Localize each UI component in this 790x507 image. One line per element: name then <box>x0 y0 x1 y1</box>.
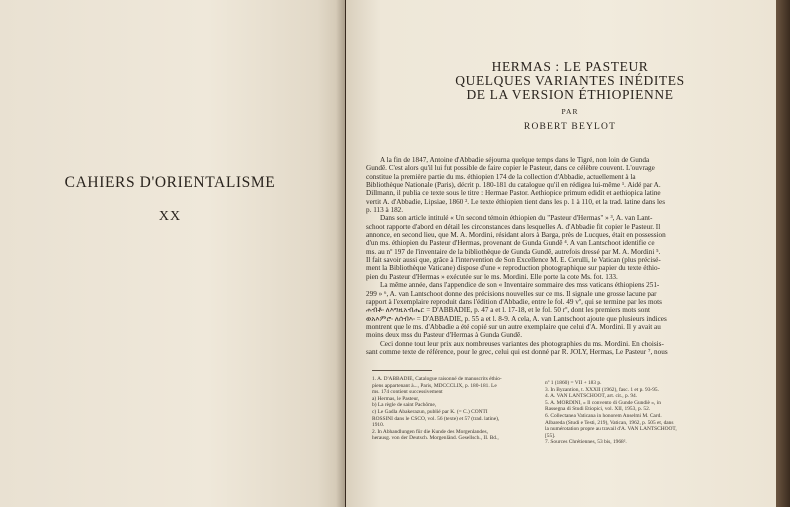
article-title-line-1: HERMAS : LE PASTEUR <box>491 59 649 74</box>
body-line: rapport à l'exemplaire reproduit dans l'édition d'Abbadie, entre le fol. 49 vº, qui se termine par les mots <box>366 297 662 306</box>
footnote-line: 1. A. D'ABBADIE, Catalogue raisonné de manuscrits éthio- <box>372 376 502 382</box>
body-line: annonce, en second lieu, que M. A. Mordini, résidant alors à Barga, près de Lucques, était en possession <box>366 231 666 240</box>
footnote-line: ms. 174 contient successivement <box>372 389 443 396</box>
body-line: d'un ms. éthiopien du Pasteur d'Hermas, provenant de Gunda Gundê ⁴. A van Lantschoot identifie ce <box>366 239 655 248</box>
article-body <box>366 156 726 368</box>
body-line: 299 » ⁶, A. van Lantschoot donne des précisions nouvelles sur ce ms. Il signale une grosse lacune par <box>366 289 657 298</box>
body-line: ወአእምሮ፡ ለሰብእ፡ = D'ABBADIE, p. 55 a et l. 8-9. A cela, A. van Lantschoot ajoute que plusieurs indices <box>366 314 667 323</box>
footnote-line: 1910. <box>372 422 385 429</box>
footnotes-right-column <box>545 380 723 468</box>
page-edge <box>776 0 790 507</box>
footnote-line: 7. Sources Chrétiennes, 53 bis, 1968². <box>545 439 627 446</box>
left-page <box>0 0 345 507</box>
body-line: Gundê. C'est alors qu'il lui fut possible de faire copier le Pasteur, dans ce célèbre couvent. L'ouvrage <box>366 164 655 173</box>
byline-par: PAR <box>561 107 579 116</box>
body-line: Dillmann, il publia ce texte sous le titre : Hermae Pastor. Aethiopice primum edidit et aethiopica latine <box>366 189 661 198</box>
body-line: Bibliothèque Nationale (Paris), décrit p. 180-181 du catalogue qu'il en rédigea lui-même ¹. Aidé par A. <box>366 181 661 190</box>
body-line: Il fait savoir aussi que, grâce à l'intervention de Son Excellence M. E. Cerulli, le Vatican (plus précisé- <box>366 256 661 265</box>
article-title-line-2: QUELQUES VARIANTES INÉDITES <box>455 73 685 88</box>
body-line: constitue la première partie du ms. éthiopien 174 de la collection d'Abbadie, actuellement à la <box>366 172 636 181</box>
footnote-line: 5. A. MORDINI, « Il convento di Gunde Gundiè », in <box>545 399 661 406</box>
footnote-line: la numérotation propre au travail d'A. VAN LANTSCHOOT, <box>545 426 677 433</box>
volume-number: XX <box>158 209 182 224</box>
body-line: montrent que le ms. d'Abbadie a été copié sur un autre exemplaire que celui d'A. Mordini. Il y avait au <box>366 322 661 331</box>
footnote-line: Rassegna di Studi Etiopici, vol. XII, 1953, p. 52. <box>545 406 651 413</box>
footnote-line: 2. In Abhandlungen für die Kunde des Morgenlandes, <box>372 428 488 435</box>
footnote-line: a) Hermas, le Pasteur, <box>372 395 420 402</box>
footnotes-left-column <box>372 376 540 470</box>
author-name: ROBERT BEYLOT <box>523 122 617 132</box>
footnote-line: b) La règle de saint Pachôme, <box>372 402 437 409</box>
body-line: moins deux mss du Pasteur d'Hermas à Gunda Gundê. <box>366 331 523 340</box>
body-line: ሐብቶ፡ ለእግዚአብሔር = D'ABBADIE, p. 47 a et l. 17-18, et le fol. 50 rº, dont les premiers mots sont <box>366 306 650 315</box>
footnote-line: Albareda (Studi e Testi, 219), Vatican, 1962, p. 505 et, dans <box>545 419 674 426</box>
body-line: ms. au nº 197 de l'inventaire de la bibliothèque de Gunda Gundê, autrefois dressé par M. A. Mordini ⁵. <box>366 247 661 256</box>
body-line: pien du Pasteur d'Hermas » exécutée sur le ms. Mordini. Elle porte la cote Ms. fot. 133. <box>366 272 618 281</box>
body-line: p. 113 à 182. <box>366 206 404 215</box>
footnote-line: 6. Collectanea Vaticana in honorem Anselmi M. Card. <box>545 412 662 419</box>
footnote-line: piens appartenant à..., Paris, MDCCCLIX, p. 180-181. Le <box>372 382 497 389</box>
article-title-line-3: DE LA VERSION ÉTHIOPIENNE <box>466 87 674 102</box>
footnote-line: 4. A. VAN LANTSCHOOT, art. cit., p. 94. <box>545 393 638 400</box>
footnote-line: ROSSINI dans le CSCO, vol. 56 (texte) et 57 (trad. latine), <box>372 415 500 422</box>
footnote-line: 3. In Byzantion, t. XXXII (1962), fasc. 1 et p. 93-95. <box>545 386 659 393</box>
series-title: CAHIERS D'ORIENTALISME <box>64 174 276 191</box>
body-line: Ceci donne tout leur prix aux nombreuses variantes des photographies du ms. Mordini. En choisis- <box>380 339 664 348</box>
body-line: ment la Bibliothèque Vaticane) dispose d'une « reproduction photographique sur papier du texte éthio- <box>366 264 660 273</box>
body-line: Dans son article intitulé « Un second témoin éthiopien du "Pasteur d'Hermas" » ³, A. van Lant- <box>380 214 653 223</box>
body-line: La même année, dans l'appendice de son « Inventaire sommaire des mss vaticans éthiopiens 251- <box>380 281 660 290</box>
article-heading <box>420 60 720 132</box>
body-line: schoot rapporte d'abord en détail les circonstances dans lesquelles A. d'Abbadie fit copier le Pasteur. Il <box>366 222 661 231</box>
footnote-line: herausg. von der Deutsch. Morgenländ. Gesellsch., II. Bd., <box>372 435 499 442</box>
body-line: A la fin de 1847, Antoine d'Abbadie séjourna quelque temps dans le Tigré, non loin de Gunda <box>380 156 650 164</box>
body-line: sant comme texte de référence, pour le grec, celui qui est donné par R. JOLY, Hermas, Le Pasteur ⁷, nous <box>366 347 668 356</box>
footnote-rule <box>372 370 432 371</box>
footnote-line: nº 1 (1860) = VII + 183 p. <box>545 380 602 386</box>
footnote-line: [55]. <box>545 432 556 439</box>
body-line: vertit A. d'Abbadie, Lipsiae, 1860 ². Le texte éthiopien tient dans les p. 1 à 110, et la trad. latine dans les <box>366 197 665 206</box>
footnote-line: c) Le Gadla Abakerazun, publié par K. (= C.) CONTI <box>372 408 488 415</box>
